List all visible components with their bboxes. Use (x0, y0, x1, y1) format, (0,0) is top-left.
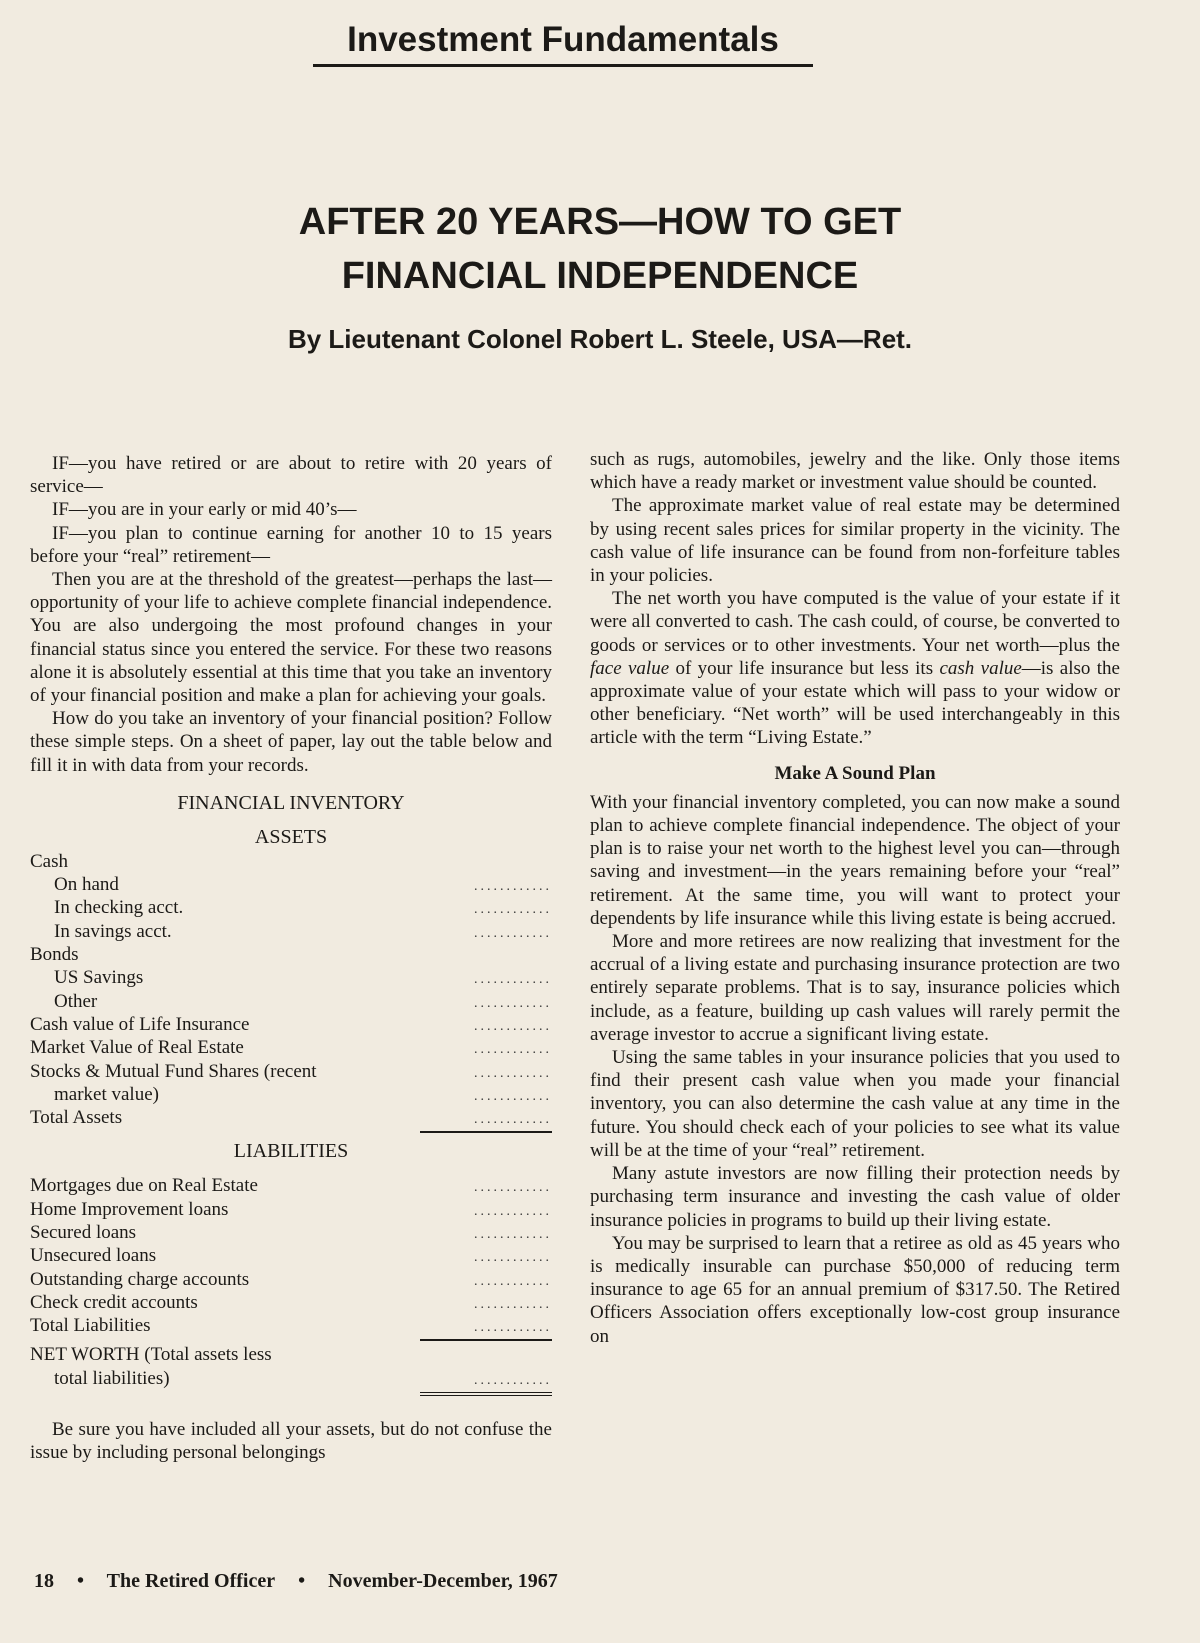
inventory-row (30, 1221, 552, 1244)
byline: By Lieutenant Colonel Robert L. Steele, USA—Ret. (287, 324, 913, 354)
bullet-separator: • (298, 1570, 306, 1592)
page-footer (34, 1568, 834, 1594)
right-column (590, 448, 1120, 1348)
inventory-row (30, 1314, 552, 1337)
assets-heading: ASSETS (254, 825, 328, 848)
paragraph: The approximate market value of real estate may be determined by using recent sales prices for similar property in the vicinity. The cash value of life insurance can be found from non-forfeiture tables in your policies. (590, 495, 1120, 587)
dot-leader: ............ (474, 1273, 552, 1289)
text-run: The net worth you have computed is the value of your estate if it were all converted to cash. The cash could, of course, be converted to goods or services or to other investments. Your net worth—plus the (590, 588, 1120, 656)
paragraph: Then you are at the threshold of the greatest—perhaps the last—opportunity of your life to achieve complete financial independence. You are also undergoing the most profound changes in your financial status since you entered the service. For these two reasons alone it is absolutely essential at this time that you take an inventory of your financial position and make a plan for achieving your goals. (30, 569, 552, 707)
row-label: total liabilities) (54, 1367, 170, 1389)
dot-leader: ............ (474, 879, 552, 895)
row-label: In savings acct. (54, 920, 172, 942)
inventory-row (30, 1174, 552, 1197)
dot-leader: ............ (474, 1018, 552, 1034)
inventory-row (30, 1198, 552, 1221)
inventory-row (30, 1013, 552, 1036)
total-liabilities-label: Total Liabilities (30, 1315, 151, 1337)
dot-leader: ............ (474, 995, 552, 1011)
inventory-row (30, 966, 552, 989)
title-line-1: AFTER 20 YEARS—HOW TO GET (298, 201, 902, 243)
row-label: Mortgages due on Real Estate (30, 1175, 258, 1197)
dot-leader: ............ (474, 1042, 552, 1058)
paragraph: IF—you have retired or are about to retire with 20 years of service— (30, 453, 552, 498)
total-assets-label: Total Assets (30, 1107, 123, 1129)
paragraph: IF—you are in your early or mid 40’s— (52, 499, 357, 521)
inventory-row (30, 1036, 552, 1059)
row-label: Unsecured loans (30, 1245, 157, 1267)
inventory-row (30, 1367, 552, 1390)
article-title (100, 195, 1100, 303)
row-label: On hand (54, 874, 119, 896)
dot-leader: ............ (474, 1296, 552, 1312)
row-label: Other (54, 990, 98, 1012)
page-number: 18 (34, 1570, 54, 1592)
dot-leader: ............ (474, 972, 552, 988)
net-worth-label: NET WORTH (Total assets less (30, 1344, 272, 1366)
row-label: Market Value of Real Estate (30, 1037, 244, 1059)
liabilities-heading: LIABILITIES (233, 1140, 349, 1163)
paragraph: IF—you plan to continue earning for another 10 to 15 years before your “real” retirement— (30, 522, 552, 567)
row-label: In checking acct. (54, 897, 184, 919)
inventory-row (30, 943, 552, 966)
dot-leader: ............ (420, 1369, 552, 1396)
row-label: Check credit accounts (30, 1291, 198, 1313)
inventory-row (30, 1083, 552, 1106)
row-label: Cash value of Life Insurance (30, 1013, 250, 1035)
paragraph: Many astute investors are now filling their protection needs by purchasing term insurance and investing the cash value of older insurance policies in programs to build up their living estate. (590, 1163, 1120, 1231)
row-label: Bonds (30, 944, 79, 966)
inventory-row (30, 1060, 552, 1083)
inventory-row (30, 1106, 552, 1129)
inventory-row (30, 873, 552, 896)
section-header: Investment Fundamentals (313, 18, 813, 67)
financial-inventory-table (30, 790, 552, 1390)
bullet-separator: • (77, 1570, 85, 1592)
paragraph: such as rugs, automobiles, jewelry and the like. Only those items which have a ready market or investment value should be counted. (590, 449, 1120, 494)
row-label: US Savings (54, 967, 144, 989)
row-label: Stocks & Mutual Fund Shares (recent (30, 1060, 317, 1082)
paragraph: Be sure you have included all your assets, but do not confuse the issue by including personal belongings (30, 1419, 552, 1464)
inventory-row (30, 850, 552, 873)
inventory-row (30, 990, 552, 1013)
paragraph: With your financial inventory completed, you can now make a sound plan to achieve complete financial independence. The object of your plan is to raise your net worth to the highest level you can—through saving and investment—in the years remaining before your “real” retirement. At the same time, you will want to protect your dependents by life insurance while this living estate is being accrued. (590, 791, 1120, 929)
text-run: —is also the approximate value of your estate which will pass to your widow or other beneficiary. “Net worth” will be used interchangeably in this article with the term “Living Estate.” (590, 657, 1120, 749)
italic-text: face value (590, 657, 670, 679)
paragraph: You may be surprised to learn that a retiree as old as 45 years who is medically insurable can purchase $50,000 of reducing term insurance to age 65 for an annual premium of $317.50. The Retired Officers Association offers exceptionally low-cost group insurance on (590, 1232, 1120, 1347)
row-label: Outstanding charge accounts (30, 1268, 250, 1290)
inventory-row (30, 920, 552, 943)
italic-text: cash value (939, 657, 1022, 679)
dot-leader: ............ (474, 1250, 552, 1266)
inventory-row (30, 1244, 552, 1267)
dot-leader: ............ (474, 925, 552, 941)
inventory-row (30, 1291, 552, 1314)
subheading: Make A Sound Plan (774, 762, 936, 784)
row-label: Home Improvement loans (30, 1198, 229, 1220)
dot-leader: ............ (474, 1088, 552, 1104)
row-label: Secured loans (30, 1222, 137, 1243)
inventory-row (30, 1268, 552, 1291)
paragraph: Using the same tables in your insurance policies that you used to find their present cash value when you made your financial inventory, you can also determine the cash value at any time in the future. You should check each of your policies to see what its value will be at the time of your “real” retirement. (590, 1047, 1120, 1161)
dot-leader: ............ (474, 1180, 552, 1196)
magazine-name: The Retired Officer (106, 1570, 276, 1592)
inventory-row (30, 1343, 552, 1366)
text-run: of your life insurance but less its (669, 657, 940, 679)
dot-leader: ............ (474, 902, 552, 918)
row-label: Cash (30, 850, 68, 872)
paragraph (590, 587, 1120, 749)
dot-leader: ............ (474, 1203, 552, 1219)
row-label: market value) (54, 1083, 159, 1105)
dot-leader: ............ (420, 1316, 552, 1341)
dot-leader: ............ (474, 1065, 552, 1081)
dot-leader: ............ (420, 1108, 552, 1133)
left-column (30, 452, 552, 1464)
dot-leader: ............ (474, 1227, 552, 1242)
title-line-2: FINANCIAL INDEPENDENCE (341, 255, 859, 297)
issue-date: November-December, 1967 (328, 1570, 558, 1592)
paragraph: More and more retirees are now realizing that investment for the accrual of a living estate and purchasing insurance protection are two entirely separate problems. That is to say, insurance policies which include, as a feature, building up cash values will rarely permit the average investor to accrue a significant living estate. (590, 931, 1120, 1045)
inventory-title: FINANCIAL INVENTORY (177, 791, 405, 814)
paragraph: How do you take an inventory of your financial position? Follow these simple steps. On a sheet of paper, lay out the table below and fill it in with data from your records. (30, 708, 552, 776)
inventory-row (30, 896, 552, 919)
